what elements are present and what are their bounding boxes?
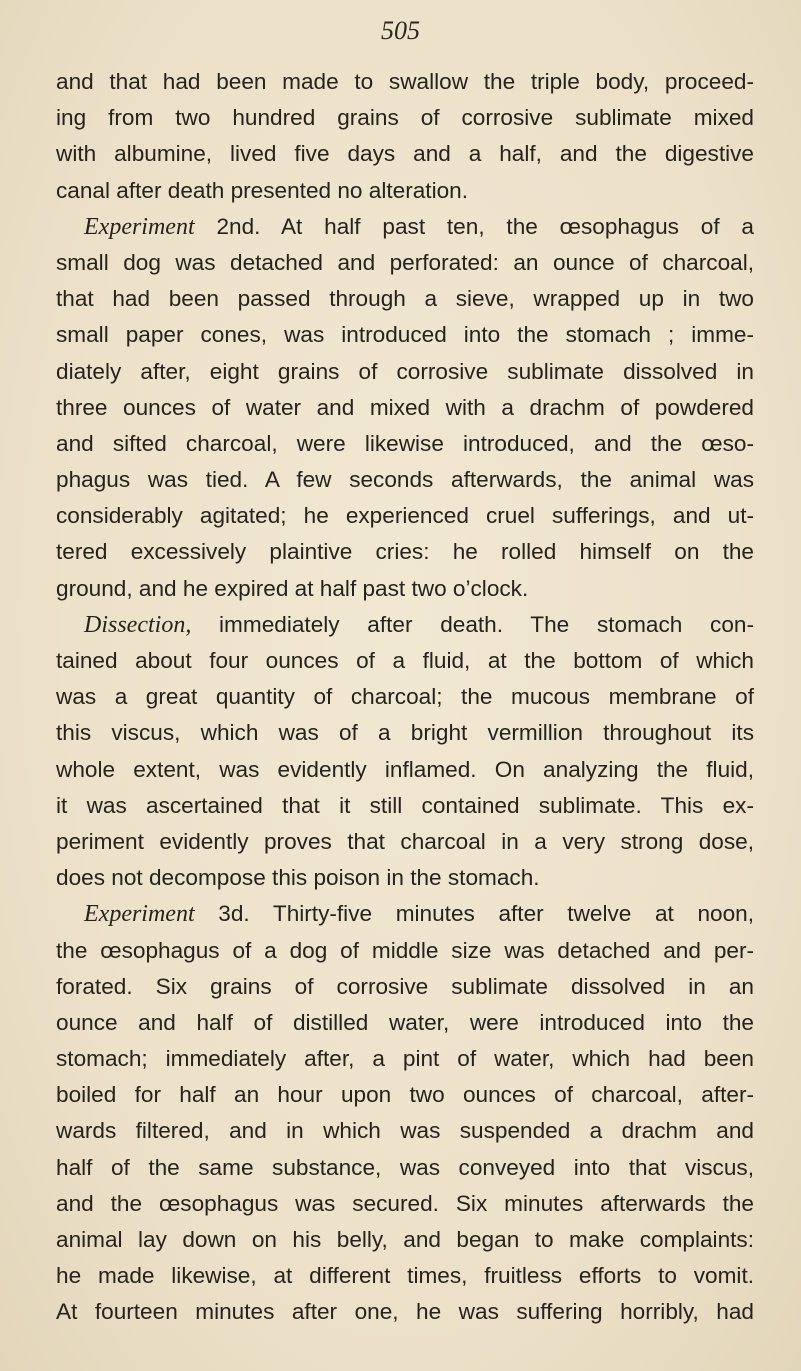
text-run: diately after, eight grains of corrosive sublimate dissolved in	[56, 358, 754, 384]
text-run: that had been passed through a sieve, wrapped up in two	[56, 286, 754, 312]
text-run: animal lay down on his belly, and began to make complaints:	[56, 1227, 754, 1252]
text-line	[56, 607, 754, 643]
text-line	[56, 715, 754, 751]
text-line	[56, 426, 754, 462]
text-run: considerably agitated; he experienced cruel sufferings, and ut-	[56, 503, 754, 529]
italic-heading: Experiment	[84, 901, 195, 928]
text-line	[56, 354, 754, 390]
text-line	[56, 1113, 754, 1149]
text-run: the œsophagus of a dog of middle size was detached and per-	[56, 937, 754, 963]
text-line	[56, 643, 754, 679]
text-run: ounce and half of distilled water, were introduced into the	[56, 1009, 754, 1035]
text-line	[56, 136, 754, 172]
text-line	[56, 933, 754, 969]
text-line	[56, 1294, 754, 1330]
text-run: he made likewise, at different times, fruitless efforts to vomit.	[56, 1263, 754, 1289]
text-run: whole extent, was evidently inflamed. On analyzing the fluid,	[56, 756, 754, 782]
text-line	[56, 679, 754, 715]
text-run: stomach; immediately after, a pint of water, which had been	[56, 1046, 754, 1072]
text-line	[56, 173, 754, 209]
text-line	[56, 1077, 754, 1113]
text-line	[56, 824, 754, 860]
text-line	[56, 100, 754, 136]
text-line	[56, 390, 754, 426]
text-run: wards filtered, and in which was suspended a drachm and	[56, 1118, 754, 1144]
text-run: does not decompose this poison in the stomach.	[56, 865, 540, 891]
text-line	[56, 1258, 754, 1294]
text-run: 3d. Thirty-five minutes after twelve at noon,	[194, 901, 754, 927]
text-run: ground, and he expired at half past two o’clock.	[56, 575, 529, 601]
italic-heading: Dissection,	[84, 611, 192, 638]
body-text	[56, 64, 754, 1331]
text-line	[56, 788, 754, 824]
text-run: tained about four ounces of a fluid, at the bottom of which	[56, 648, 754, 673]
text-run: At fourteen minutes after one, he was suffering horribly, had	[56, 1299, 754, 1325]
text-line	[56, 281, 754, 317]
text-run: phagus was tied. A few seconds afterwards, the animal was	[56, 467, 754, 493]
text-line	[56, 1041, 754, 1077]
text-run: immediately after death. The stomach con-	[191, 611, 754, 637]
text-line	[56, 752, 754, 788]
text-run: was a great quantity of charcoal; the mucous membrane of	[56, 684, 754, 710]
text-run: tered excessively plaintive cries: he rolled himself on the	[56, 539, 754, 565]
text-line	[56, 1222, 754, 1258]
text-line	[56, 534, 754, 570]
text-line	[56, 896, 754, 932]
text-line	[56, 969, 754, 1005]
text-run: half of the same substance, was conveyed into that viscus,	[56, 1154, 754, 1180]
text-run: periment evidently proves that charcoal in a very strong dose,	[56, 828, 754, 854]
text-line	[56, 245, 754, 281]
text-line	[56, 209, 754, 245]
text-line	[56, 317, 754, 353]
page-number: 505	[381, 16, 420, 45]
italic-heading: Experiment	[84, 213, 195, 240]
text-run: it was ascertained that it still contained sublimate. This ex-	[56, 792, 754, 818]
text-run: small paper cones, was introduced into the stomach ; imme-	[56, 322, 754, 348]
text-run: forated. Six grains of corrosive sublimate dissolved in an	[56, 973, 754, 999]
text-run: boiled for half an hour upon two ounces of charcoal, after-	[56, 1082, 754, 1108]
text-run: and sifted charcoal, were likewise introduced, and the œso-	[56, 430, 754, 456]
text-run: and the œsophagus was secured. Six minutes afterwards the	[56, 1190, 754, 1216]
text-line	[56, 462, 754, 498]
text-line	[56, 1005, 754, 1041]
text-line	[56, 571, 754, 607]
text-run: 2nd. At half past ten, the œsophagus of a	[194, 213, 754, 239]
text-run: ing from two hundred grains of corrosive sublimate mixed	[56, 105, 754, 131]
text-run: small dog was detached and perforated: an ounce of charcoal,	[56, 249, 754, 275]
text-line	[56, 64, 754, 100]
text-run: with albumine, lived five days and a half, and the digestive	[56, 141, 754, 167]
text-run: three ounces of water and mixed with a drachm of powdered	[56, 394, 754, 420]
text-run: canal after death presented no alteration.	[56, 177, 468, 203]
text-line	[56, 498, 754, 534]
text-line	[56, 860, 754, 896]
text-line	[56, 1150, 754, 1186]
text-run: this viscus, which was of a bright vermillion throughout its	[56, 720, 754, 746]
text-line	[56, 1186, 754, 1222]
text-run: and that had been made to swallow the triple body, proceed-	[56, 69, 754, 94]
